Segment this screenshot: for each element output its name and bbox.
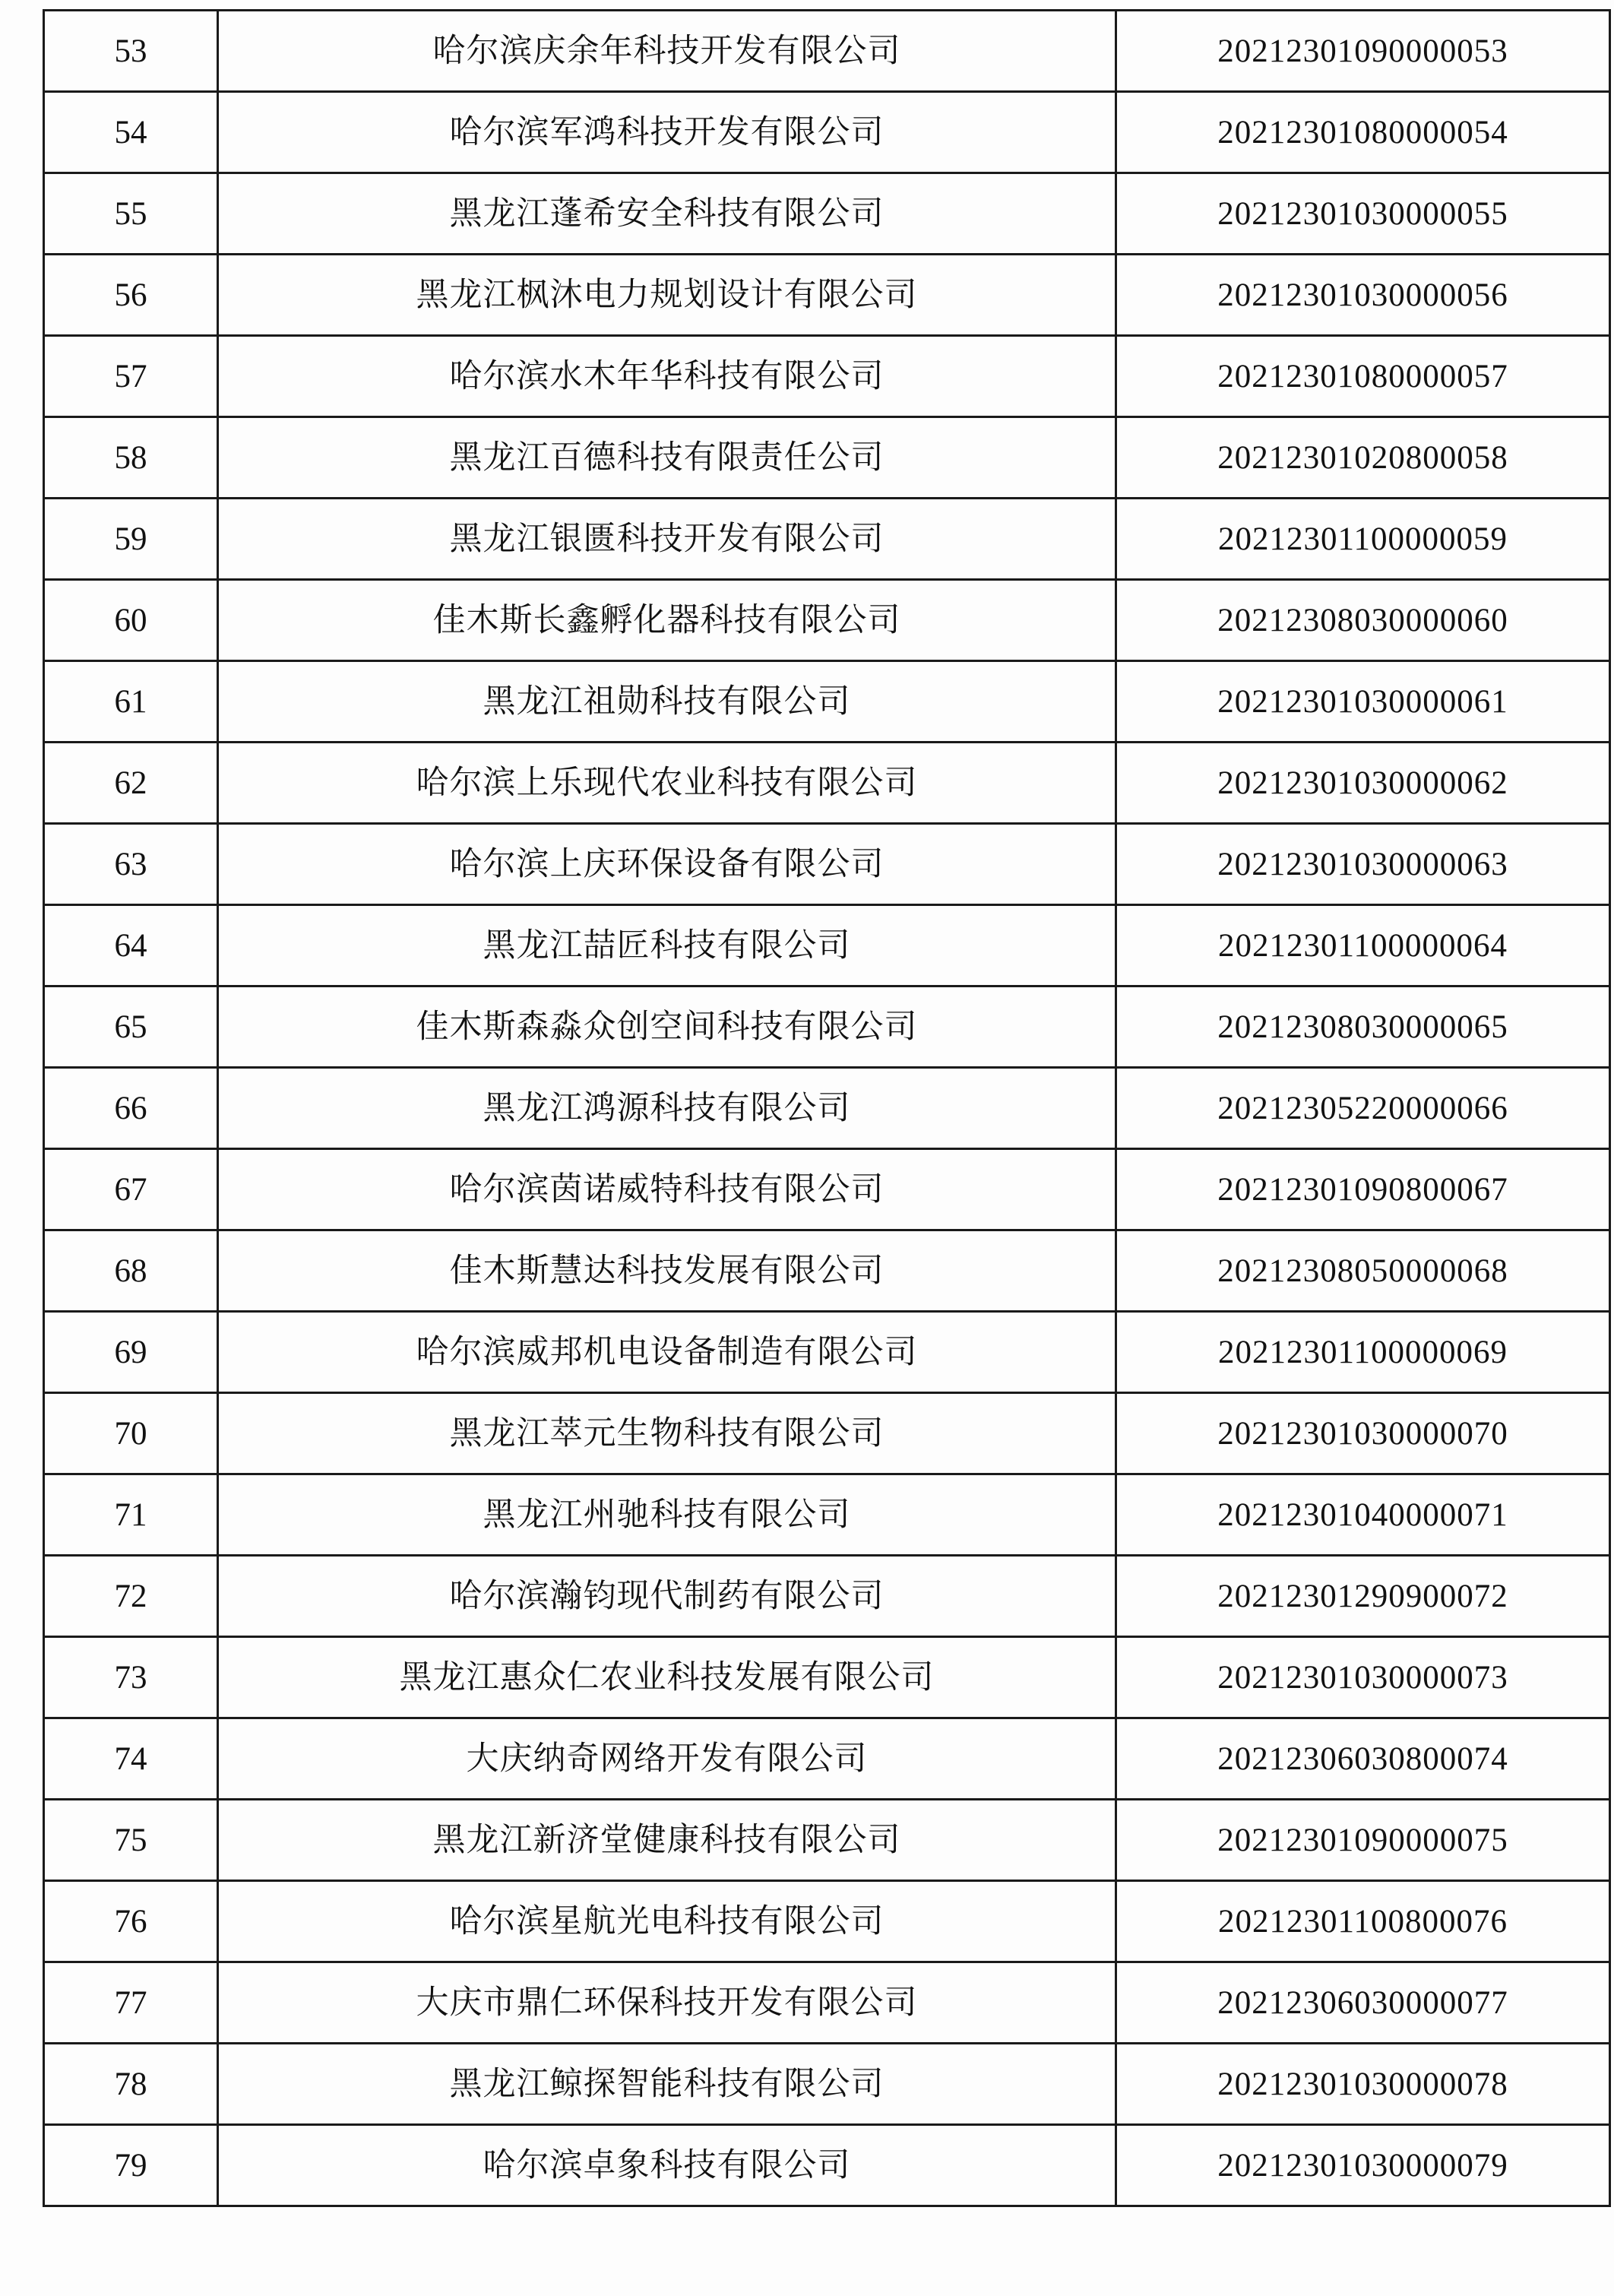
company-registry-table <box>43 9 1611 2207</box>
registration-code-cell: 20212308030000060 <box>1116 580 1610 661</box>
table-row <box>44 1881 1610 1962</box>
company-name-cell: 哈尔滨茵诺威特科技有限公司 <box>218 1149 1116 1230</box>
row-index-cell: 67 <box>44 1149 218 1230</box>
row-index-cell: 54 <box>44 92 218 173</box>
row-index-cell: 55 <box>44 173 218 255</box>
table-row <box>44 336 1610 417</box>
row-index-cell: 58 <box>44 417 218 499</box>
registration-code-cell: 20212301030000079 <box>1116 2125 1610 2206</box>
company-name-cell: 哈尔滨水木年华科技有限公司 <box>218 336 1116 417</box>
table-row <box>44 1718 1610 1800</box>
company-name-cell: 哈尔滨上乐现代农业科技有限公司 <box>218 743 1116 824</box>
row-index-cell: 71 <box>44 1474 218 1556</box>
company-name-cell: 佳木斯长鑫孵化器科技有限公司 <box>218 580 1116 661</box>
table-row <box>44 499 1610 580</box>
company-name-cell: 大庆纳奇网络开发有限公司 <box>218 1718 1116 1800</box>
table-row <box>44 92 1610 173</box>
table-row <box>44 255 1610 336</box>
company-name-cell: 黑龙江鲸探智能科技有限公司 <box>218 2044 1116 2125</box>
company-name-cell: 佳木斯森淼众创空间科技有限公司 <box>218 986 1116 1068</box>
row-index-cell: 57 <box>44 336 218 417</box>
registration-code-cell: 20212301100000069 <box>1116 1312 1610 1393</box>
row-index-cell: 61 <box>44 661 218 743</box>
company-name-cell: 黑龙江枫沐电力规划设计有限公司 <box>218 255 1116 336</box>
registration-code-cell: 20212308050000068 <box>1116 1230 1610 1312</box>
table-row <box>44 11 1610 92</box>
company-name-cell: 哈尔滨威邦机电设备制造有限公司 <box>218 1312 1116 1393</box>
row-index-cell: 68 <box>44 1230 218 1312</box>
table-row <box>44 905 1610 986</box>
table-row <box>44 2044 1610 2125</box>
table-row <box>44 1393 1610 1474</box>
registration-code-cell: 20212306030800074 <box>1116 1718 1610 1800</box>
registration-code-cell: 20212301030000055 <box>1116 173 1610 255</box>
company-name-cell: 佳木斯慧达科技发展有限公司 <box>218 1230 1116 1312</box>
company-name-cell: 哈尔滨卓象科技有限公司 <box>218 2125 1116 2206</box>
company-name-cell: 黑龙江蓬希安全科技有限公司 <box>218 173 1116 255</box>
registration-code-cell: 20212301030000078 <box>1116 2044 1610 2125</box>
table-row <box>44 1312 1610 1393</box>
registration-code-cell: 20212301030000061 <box>1116 661 1610 743</box>
company-name-cell: 哈尔滨庆余年科技开发有限公司 <box>218 11 1116 92</box>
row-index-cell: 66 <box>44 1068 218 1149</box>
row-index-cell: 74 <box>44 1718 218 1800</box>
row-index-cell: 70 <box>44 1393 218 1474</box>
company-name-cell: 哈尔滨上庆环保设备有限公司 <box>218 824 1116 905</box>
table-row <box>44 986 1610 1068</box>
table-body <box>44 11 1610 2206</box>
row-index-cell: 59 <box>44 499 218 580</box>
company-name-cell: 黑龙江银匮科技开发有限公司 <box>218 499 1116 580</box>
row-index-cell: 62 <box>44 743 218 824</box>
company-name-cell: 大庆市鼎仁环保科技开发有限公司 <box>218 1962 1116 2044</box>
registration-code-cell: 20212301030000056 <box>1116 255 1610 336</box>
registration-code-cell: 20212301020800058 <box>1116 417 1610 499</box>
row-index-cell: 53 <box>44 11 218 92</box>
company-name-cell: 黑龙江祖勋科技有限公司 <box>218 661 1116 743</box>
row-index-cell: 65 <box>44 986 218 1068</box>
registration-code-cell: 20212306030000077 <box>1116 1962 1610 2044</box>
registration-code-cell: 20212301030000062 <box>1116 743 1610 824</box>
registration-code-cell: 20212301040000071 <box>1116 1474 1610 1556</box>
table-row <box>44 1556 1610 1637</box>
row-index-cell: 76 <box>44 1881 218 1962</box>
company-name-cell: 哈尔滨星航光电科技有限公司 <box>218 1881 1116 1962</box>
registration-code-cell: 20212301030000073 <box>1116 1637 1610 1718</box>
registration-code-cell: 20212301080000057 <box>1116 336 1610 417</box>
registration-code-cell: 20212301290900072 <box>1116 1556 1610 1637</box>
company-name-cell: 黑龙江百德科技有限责任公司 <box>218 417 1116 499</box>
company-name-cell: 黑龙江州驰科技有限公司 <box>218 1474 1116 1556</box>
table-row <box>44 1068 1610 1149</box>
row-index-cell: 69 <box>44 1312 218 1393</box>
row-index-cell: 79 <box>44 2125 218 2206</box>
company-name-cell: 哈尔滨瀚钧现代制药有限公司 <box>218 1556 1116 1637</box>
registration-code-cell: 20212305220000066 <box>1116 1068 1610 1149</box>
row-index-cell: 73 <box>44 1637 218 1718</box>
table-row <box>44 1149 1610 1230</box>
table-row <box>44 2125 1610 2206</box>
table-row <box>44 173 1610 255</box>
registration-code-cell: 20212301090000075 <box>1116 1800 1610 1881</box>
registration-code-cell: 20212301100800076 <box>1116 1881 1610 1962</box>
registration-code-cell: 20212301030000070 <box>1116 1393 1610 1474</box>
table-row <box>44 1230 1610 1312</box>
registration-code-cell: 20212301090800067 <box>1116 1149 1610 1230</box>
registration-code-cell: 20212301080000054 <box>1116 92 1610 173</box>
table-row <box>44 1800 1610 1881</box>
row-index-cell: 63 <box>44 824 218 905</box>
table-row <box>44 661 1610 743</box>
company-name-cell: 黑龙江萃元生物科技有限公司 <box>218 1393 1116 1474</box>
table-row <box>44 1962 1610 2044</box>
company-name-cell: 黑龙江新济堂健康科技有限公司 <box>218 1800 1116 1881</box>
table-row <box>44 417 1610 499</box>
table-row <box>44 1474 1610 1556</box>
registration-code-cell: 20212301030000063 <box>1116 824 1610 905</box>
row-index-cell: 78 <box>44 2044 218 2125</box>
table-row <box>44 743 1610 824</box>
registration-code-cell: 20212308030000065 <box>1116 986 1610 1068</box>
row-index-cell: 60 <box>44 580 218 661</box>
company-name-cell: 黑龙江喆匠科技有限公司 <box>218 905 1116 986</box>
row-index-cell: 56 <box>44 255 218 336</box>
row-index-cell: 72 <box>44 1556 218 1637</box>
registration-code-cell: 20212301100000059 <box>1116 499 1610 580</box>
table-row <box>44 580 1610 661</box>
company-name-cell: 黑龙江惠众仁农业科技发展有限公司 <box>218 1637 1116 1718</box>
company-name-cell: 哈尔滨军鸿科技开发有限公司 <box>218 92 1116 173</box>
company-name-cell: 黑龙江鸿源科技有限公司 <box>218 1068 1116 1149</box>
row-index-cell: 75 <box>44 1800 218 1881</box>
row-index-cell: 77 <box>44 1962 218 2044</box>
registration-code-cell: 20212301090000053 <box>1116 11 1610 92</box>
registration-code-cell: 20212301100000064 <box>1116 905 1610 986</box>
table-row <box>44 824 1610 905</box>
row-index-cell: 64 <box>44 905 218 986</box>
table-row <box>44 1637 1610 1718</box>
